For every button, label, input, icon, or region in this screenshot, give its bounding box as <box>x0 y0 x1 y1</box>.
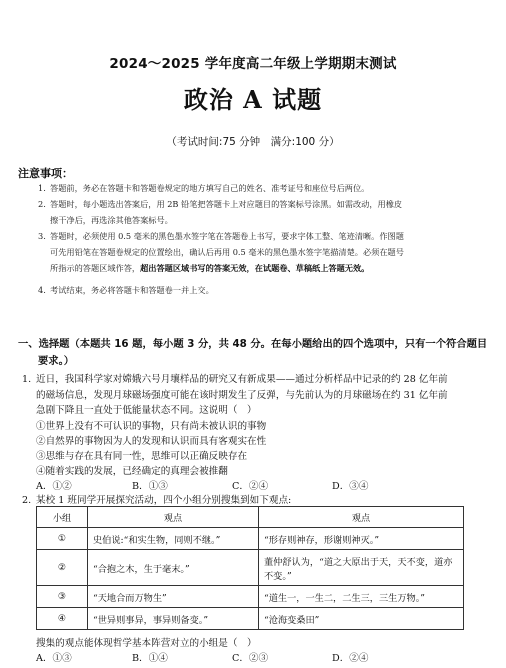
table-header: 小组 <box>37 507 88 528</box>
table-cell: “天地合而万物生” <box>88 586 259 608</box>
choice-c[interactable]: C．②④ <box>232 481 269 492</box>
q2-question: 搜集的观点能体现哲学基本阵营对立的小组是（ ） <box>36 638 257 649</box>
notice-text: 答题时，必须使用 0.5 毫米的黑色墨水签字笔在答题卷上书写，要求字体工整、笔迹清晰。作图题 <box>50 231 404 241</box>
viewpoint-table <box>36 506 464 630</box>
table-row <box>37 608 464 630</box>
question-number: 2. <box>22 495 32 506</box>
section-heading <box>18 336 488 370</box>
table-cell: 史伯说:“和实生物，同则不继。” <box>88 528 259 550</box>
table-cell-group: ④ <box>37 608 88 630</box>
notice-warning: 超出答题区域书写的答案无效，在试题卷、草稿纸上答题无效。 <box>140 263 370 273</box>
notice-text: 答题前，务必在答题卡和答题卷规定的地方填写自己的姓名、准考证号和座位号后两位。 <box>50 183 370 193</box>
section-line: 一、选择题（本题共 16 题，每小题 3 分，共 48 分。在每小题给出的四个选项中，只有一个符合题目 <box>18 338 488 350</box>
table-cell: “道生一，一生二，二生三，三生万物。” <box>259 586 464 608</box>
table-header-row <box>37 507 464 528</box>
notice-text: 考试结束，务必将答题卡和答题卷一并上交。 <box>50 285 214 295</box>
subject-title: 政治 A 试题 <box>183 85 323 114</box>
question-text: 近日，我国科学家对嫦娥六号月壤样品的研究又有新成果——通过分析样品中记录的约 28 亿年前 <box>36 374 448 385</box>
table-cell: “世异则事异，事异则备变。” <box>88 608 259 630</box>
choice-b[interactable]: B．①④ <box>132 653 168 664</box>
table-cell-group: ② <box>37 550 88 586</box>
choice-b[interactable]: B．①③ <box>132 481 168 492</box>
question-text: 某校 1 班同学开展探究活动，四个小组分别搜集到如下观点: <box>36 495 292 506</box>
notice-text: 擦干净后，再选涂其他答案标号。 <box>50 215 173 225</box>
notice-heading: 注意事项： <box>18 167 73 180</box>
table-cell: “沧海变桑田” <box>259 608 464 630</box>
table-cell: “形存则神存，形谢则神灭。” <box>259 528 464 550</box>
notice-num: 3. <box>38 231 46 241</box>
table-cell-group: ① <box>37 528 88 550</box>
notice-num: 1. <box>38 183 46 193</box>
choice-d[interactable]: D．②④ <box>332 653 369 664</box>
exam-info: （考试时间:75 分钟 满分:100 分） <box>166 136 340 148</box>
choice-c[interactable]: C．②③ <box>232 653 269 664</box>
question-1 <box>22 372 492 419</box>
notice-item-4 <box>38 282 490 298</box>
notice-item-1 <box>38 180 490 196</box>
notice-text: 所指示的答题区域作答， <box>50 263 141 273</box>
choice-a[interactable]: A．①③ <box>36 653 72 664</box>
notice-text: 答题时，每小题选出答案后，用 2B 铅笔把答题卡上对应题目的答案标号涂黑。如需改动，用橡皮 <box>50 199 403 209</box>
question-number: 1. <box>22 374 32 385</box>
exam-title: 2024～2025 学年度高二年级上学期期末测试 <box>109 56 397 72</box>
choice-d[interactable]: D．③④ <box>332 481 369 492</box>
table-row <box>37 550 464 586</box>
section-line: 要求。） <box>38 355 75 367</box>
statement-3: ③思维与存在具有同一性，思维可以正确反映存在 <box>36 451 248 462</box>
statement-1: ①世界上没有不可认识的事物，只有尚未被认识的事物 <box>36 421 267 432</box>
notice-text-line3 <box>38 260 490 276</box>
table-cell: 董仲舒认为，“道之大原出于天，天不变，道亦不变。” <box>259 550 464 586</box>
question-text: 急剧下降且一直处于低能量状态不同。这说明（ ） <box>36 405 257 416</box>
table-row <box>37 528 464 550</box>
table-cell-group: ③ <box>37 586 88 608</box>
notice-num: 4. <box>38 285 46 295</box>
notice-text: 可先用铅笔在答题卷规定的位置绘出，确认后再用 0.5 毫米的黑色墨水签字笔描清楚。必须在题号 <box>50 247 404 257</box>
question-text: 的磁场信息，发现月球磁场强度可能在该时期发生了反弹，与先前认为的月球磁场在约 31 亿年前 <box>36 389 448 401</box>
table-header: 观点 <box>88 507 259 528</box>
table-row <box>37 586 464 608</box>
statement-2: ②自然界的事物因为人的发现和认识而具有客观实在性 <box>36 436 267 447</box>
statement-4: ④随着实践的发展，已经确定的真理会被推翻 <box>36 466 228 477</box>
notice-item-2 <box>38 196 490 228</box>
notice-num: 2. <box>38 199 46 209</box>
choice-a[interactable]: A．①② <box>36 481 72 492</box>
table-cell: “合抱之木，生于毫末。” <box>88 550 259 586</box>
notice-item-3 <box>38 228 490 276</box>
table-header: 观点 <box>259 507 464 528</box>
